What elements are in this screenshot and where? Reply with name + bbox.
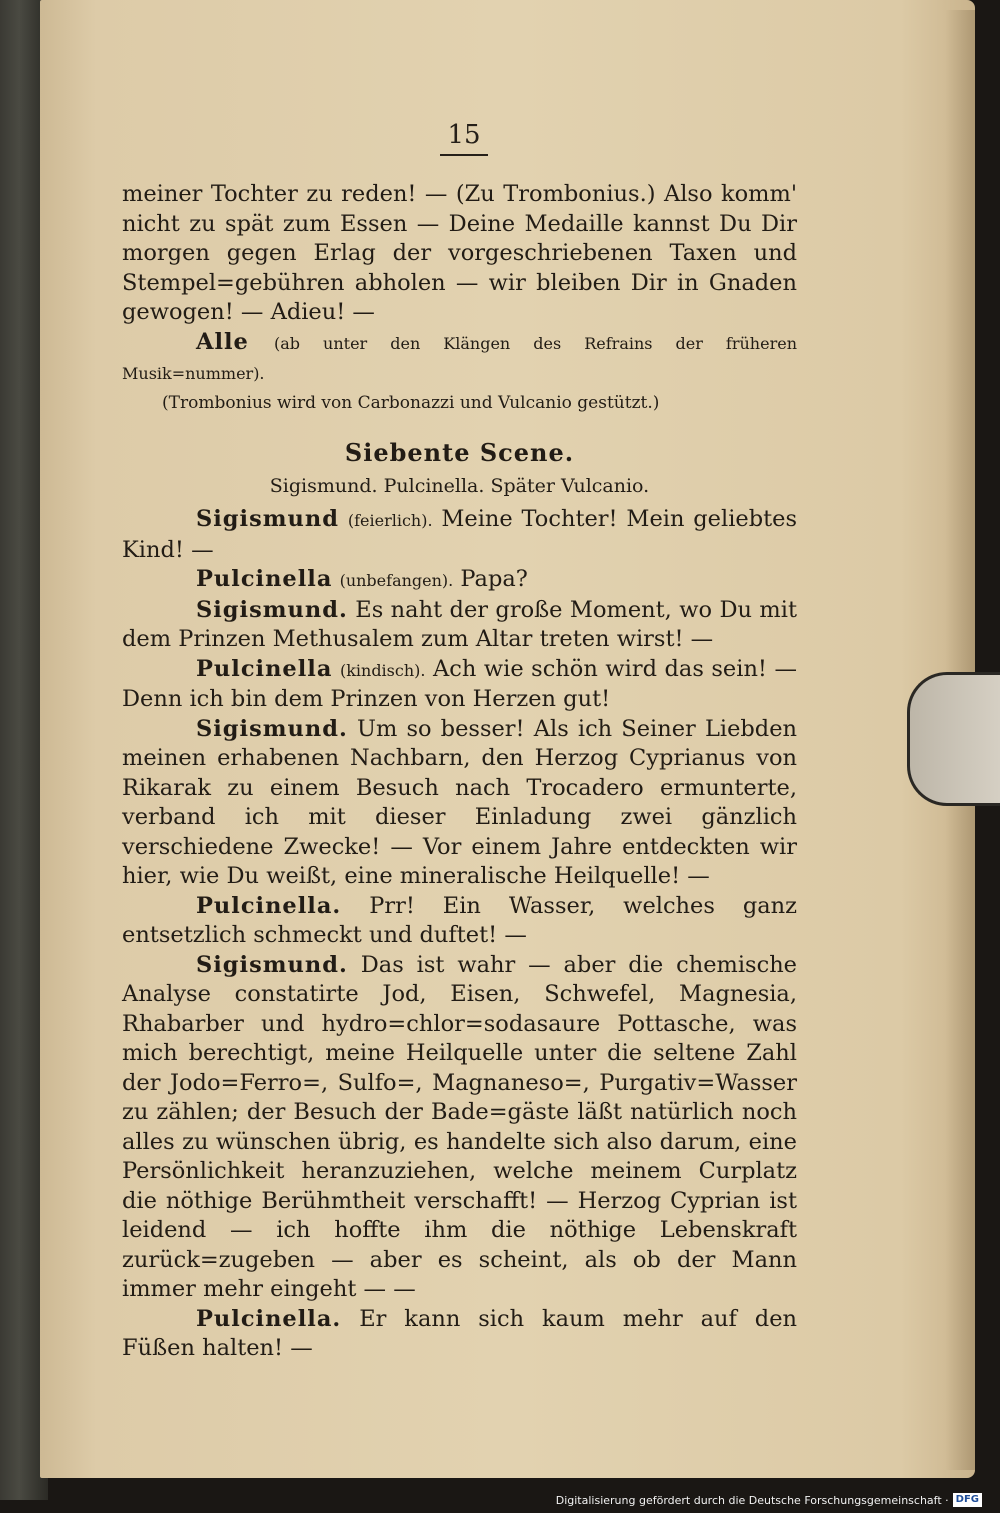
page-clip bbox=[907, 672, 1000, 806]
stage-direction-line: (Trombonius wird von Carbonazzi und Vulcanio gestützt.) bbox=[162, 392, 660, 413]
speaker-name: Pulcinella. bbox=[196, 892, 342, 919]
speaker-name: Pulcinella bbox=[196, 566, 333, 592]
dialogue-text: Das ist wahr — aber die chemische Analyse constatirte Jod, Eisen, Schwefel, Magnesia, Rhabarber und hydro=chlor=sodasaure Pottasche, was mich berechtigt, meine Heilquelle unter die seltene Zahl der Jodo=Ferro=, Sulfo=, Magnaneso=, Purgativ=Wasser zu zählen; der Besuch der Bade=gäste läßt natürlich noch alles zu wünschen übrig, es handelte sich also darum, eine Persönlichkeit heranzuziehen, welche meinem Curplatz die nöthige Berühmtheit verschafft! — Herzog Cyprian ist leidend — ich hoffte ihm die nöthige Lebenskraft zurück=zugeben — aber es scheint, als ob der Mann immer mehr eingeht — — bbox=[122, 951, 797, 1302]
speaker-name: Sigismund. bbox=[196, 715, 348, 742]
dialogue-text: Um so besser! Als ich Seiner Liebden meinen erhabenen Nachbarn, den Herzog Cyprianus von Rikarak zu einem Besuch nach Trocadero ermunterte, verband ich mit dieser Einladung zwei gänzlich verschiedene Zwecke! — Vor einem Jahre entdeckten wir hier, wie Du weißt, eine mineralische Heilquelle! — bbox=[122, 715, 798, 889]
speaker-name: Alle bbox=[196, 328, 249, 355]
speaker-name: Pulcinella. bbox=[196, 1305, 342, 1332]
page-number: 15 bbox=[440, 120, 488, 156]
dfg-logo: DFG bbox=[953, 1493, 982, 1507]
stage-direction: (ab unter den Klängen des Refrains der früheren Musik=nummer). bbox=[122, 333, 797, 383]
dialogue-line bbox=[122, 655, 797, 715]
dialogue-line bbox=[122, 892, 797, 951]
stage-entry-alle bbox=[122, 328, 797, 389]
dialogue-text: Papa? bbox=[460, 566, 528, 592]
speaker-name: Sigismund bbox=[196, 506, 340, 532]
stage-direction: (kindisch). bbox=[339, 660, 426, 680]
stage-direction: (feierlich). bbox=[347, 511, 433, 530]
dialogue-line bbox=[122, 596, 797, 655]
stage-direction: (unbefangen). bbox=[339, 571, 454, 590]
dialogue-text: Meine Tochter! Mein geliebtes Kind! — bbox=[122, 506, 798, 563]
speaker-name: Sigismund. bbox=[196, 596, 348, 623]
dialogue-line bbox=[122, 1305, 797, 1364]
paragraph: meiner Tochter zu reden! — (Zu Trombonius.) Also komm' nicht zu spät zum Essen — Deine Medaille kannst Du Dir morgen gegen Erlag der vorgeschriebenen Taxen und Stempel=gebühren abholen — wir bleiben Dir in Gnaden gewogen! — Adieu! — bbox=[122, 181, 797, 325]
speaker-name: Pulcinella bbox=[196, 655, 333, 682]
footer-credit bbox=[556, 1493, 982, 1507]
dialogue-line bbox=[122, 951, 797, 1305]
footer-text: Digitalisierung gefördert durch die Deutsche Forschungsgemeinschaft · bbox=[555, 1493, 949, 1507]
dialogue-line bbox=[122, 715, 797, 892]
dialogue-text: Es naht der große Moment, wo Du mit dem Prinzen Methusalem zum Altar treten wirst! — bbox=[122, 596, 798, 652]
scene-cast: Sigismund. Pulcinella. Später Vulcanio. bbox=[269, 474, 650, 497]
dialogue-text: Ach wie schön wird das sein! — Denn ich bin dem Prinzen von Herzen gut! bbox=[122, 655, 797, 712]
dialogue-text: Er kann sich kaum mehr auf den Füßen halten! — bbox=[122, 1305, 797, 1361]
dialogue-line bbox=[122, 565, 797, 596]
dialogue-text: Prr! Ein Wasser, welches ganz entsetzlich schmeckt und duftet! — bbox=[122, 892, 797, 948]
dialogue-line bbox=[122, 505, 797, 565]
speaker-name: Sigismund. bbox=[196, 951, 348, 978]
scene-title: Siebente Scene. bbox=[344, 438, 575, 467]
page-text bbox=[122, 180, 797, 1364]
